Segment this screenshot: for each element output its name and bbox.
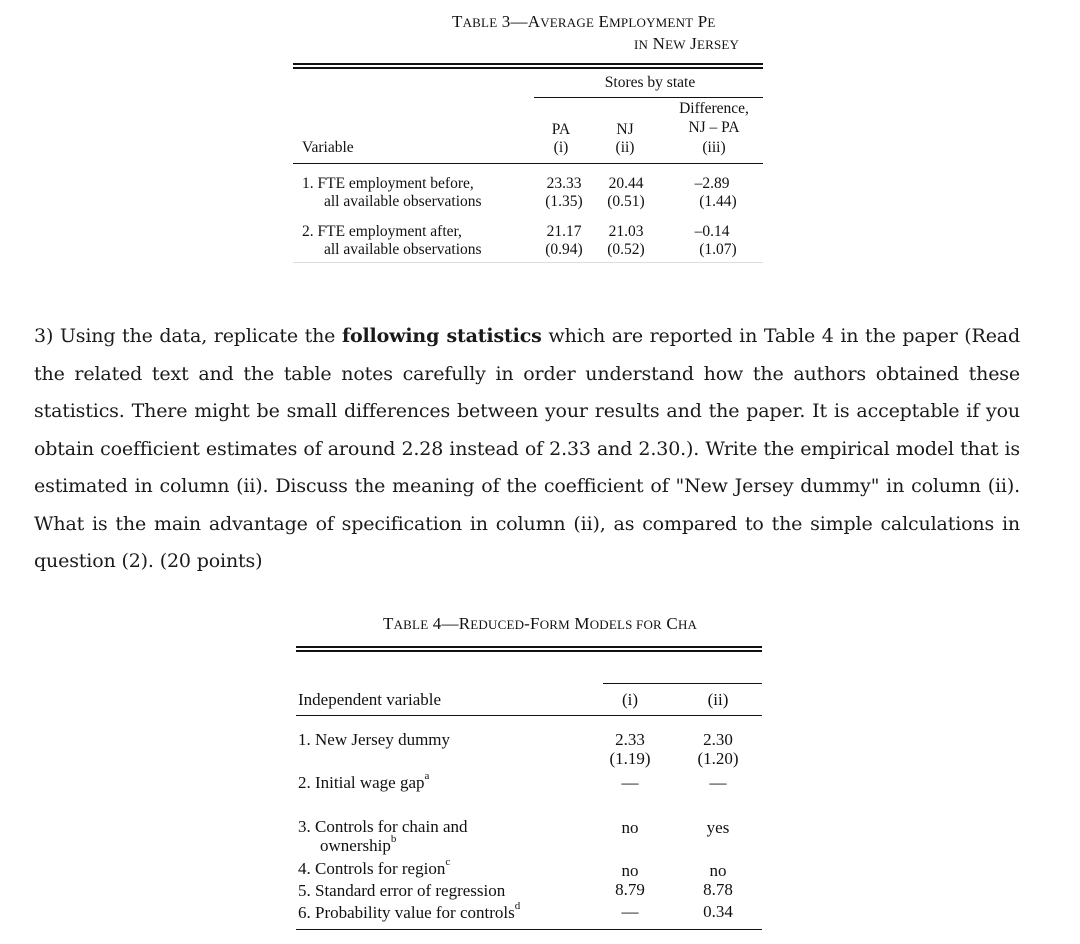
table4-row1-i-se: (1.19) bbox=[609, 749, 651, 768]
table3-row2-label: 2. FTE employment after, bbox=[302, 223, 462, 240]
table3-row2-nj: 21.03 bbox=[608, 223, 644, 240]
table4-row1-i: 2.33 bbox=[615, 730, 645, 749]
table4-row5-label: 5. Standard error of regression bbox=[298, 881, 506, 900]
table3-subtitle: IN NEW JERSEY bbox=[634, 34, 740, 53]
col-diff-label-2: NJ – PA bbox=[688, 119, 740, 136]
col-pa-label: PA bbox=[551, 121, 571, 138]
question-paragraph: 3) Using the data, replicate the following statistics which are reported in Table 4 in the paper (Read the related text and the table notes carefully in order understand how the authors obtained these statistics. There might be small differences between your results and the paper. It is acceptable if you obtain coefficient estimates of around 2.28 instead of 2.33 and 2.30.). Write the empirical model that is estimated in column (ii). Discuss the meaning of the coefficient of "New Jersey dummy" in column (ii). What is the main advantage of specification in column (ii), as compared to the simple calculations in question (2). (20 points) bbox=[34, 325, 1020, 572]
table4-bottom-rule bbox=[296, 929, 762, 930]
table4-row1-ii-se: (1.20) bbox=[697, 749, 739, 768]
table4-col-i: (i) bbox=[621, 690, 639, 709]
table3-row1-pa-se: (1.35) bbox=[545, 193, 583, 210]
table4-row2-i: — bbox=[621, 773, 639, 792]
table3-header-rule bbox=[293, 163, 763, 164]
table4-row2-label: 2. Initial wage gap$^a$ bbox=[298, 770, 430, 792]
table4-row6-i: — bbox=[621, 902, 639, 921]
table3-row1-label-cont: all available observations bbox=[324, 193, 482, 210]
table4-row6-label: 6. Probability value for controls$^d$ bbox=[298, 900, 521, 922]
crop-mask bbox=[762, 8, 802, 58]
table3-row-header: Variable bbox=[302, 139, 354, 156]
table3-top-rule bbox=[293, 63, 763, 65]
table4-title: TABLE 4—REDUCED-FORM MODELS FOR CHA bbox=[383, 614, 698, 633]
table4-row6-ii: 0.34 bbox=[703, 902, 733, 921]
table3-group-header: Stores by state bbox=[604, 74, 696, 91]
table3-row1-diff: –2.89 bbox=[694, 175, 730, 192]
table4-col-ii: (ii) bbox=[707, 690, 729, 709]
table4-top-rule-2 bbox=[296, 650, 762, 652]
footnote-a: a bbox=[424, 770, 430, 783]
col-nj-number: (ii) bbox=[615, 139, 635, 156]
table4-row3-ii: yes bbox=[706, 818, 730, 837]
table4-col-rule bbox=[603, 683, 762, 684]
table3-row1-label: 1. FTE employment before, bbox=[302, 175, 474, 192]
table3-row1-diff-se: (1.44) bbox=[699, 193, 737, 210]
table3-row2-diff-se: (1.07) bbox=[699, 241, 737, 258]
table3-row2-nj-se: (0.52) bbox=[607, 241, 645, 258]
col-diff-number: (iii) bbox=[702, 139, 726, 156]
footnote-b: b bbox=[390, 833, 397, 846]
table4-row5-ii: 8.78 bbox=[703, 880, 733, 899]
table3-row1-nj-se: (0.51) bbox=[607, 193, 645, 210]
table3-top-rule-2 bbox=[293, 67, 763, 69]
crop-mask-2 bbox=[764, 608, 814, 638]
table4-row3-i: no bbox=[621, 818, 639, 837]
table3-row1-nj: 20.44 bbox=[608, 175, 644, 192]
col-diff-label-1: Difference, bbox=[679, 100, 749, 117]
table3-row2-pa-se: (0.94) bbox=[545, 241, 583, 258]
table4-row4-label: 4. Controls for region$^c$ bbox=[298, 856, 451, 878]
table4-row3-label: 3. Controls for chain and bbox=[298, 817, 468, 836]
table4-row4-ii: no bbox=[709, 861, 727, 880]
table4-row1-label: 1. New Jersey dummy bbox=[298, 730, 451, 749]
table4-row5-i: 8.79 bbox=[615, 880, 645, 899]
table4-row4-i: no bbox=[621, 861, 639, 880]
table4-row2-ii: — bbox=[709, 773, 727, 792]
table3-bottom-fade bbox=[293, 262, 763, 263]
table3-row2-pa: 21.17 bbox=[546, 223, 582, 240]
table3-group-rule bbox=[534, 97, 763, 98]
col-nj-label: NJ bbox=[616, 121, 634, 138]
table3-title: TABLE 3—AVERAGE EMPLOYMENT PE bbox=[452, 12, 716, 31]
col-pa-number: (i) bbox=[553, 139, 569, 156]
table3-row2-label-cont: all available observations bbox=[324, 241, 482, 258]
table4-header-rule bbox=[296, 715, 762, 716]
table4-row3-label-cont: ownership$^b$ bbox=[320, 833, 397, 855]
table4-header-var: Independent variable bbox=[298, 690, 442, 709]
table4-row1-ii: 2.30 bbox=[703, 730, 733, 749]
table4-top-rule bbox=[296, 646, 762, 648]
footnote-c: c bbox=[445, 856, 451, 869]
table3-row1-pa: 23.33 bbox=[546, 175, 582, 192]
footnote-d: d bbox=[514, 900, 521, 913]
table3-row2-diff: –0.14 bbox=[694, 223, 730, 240]
